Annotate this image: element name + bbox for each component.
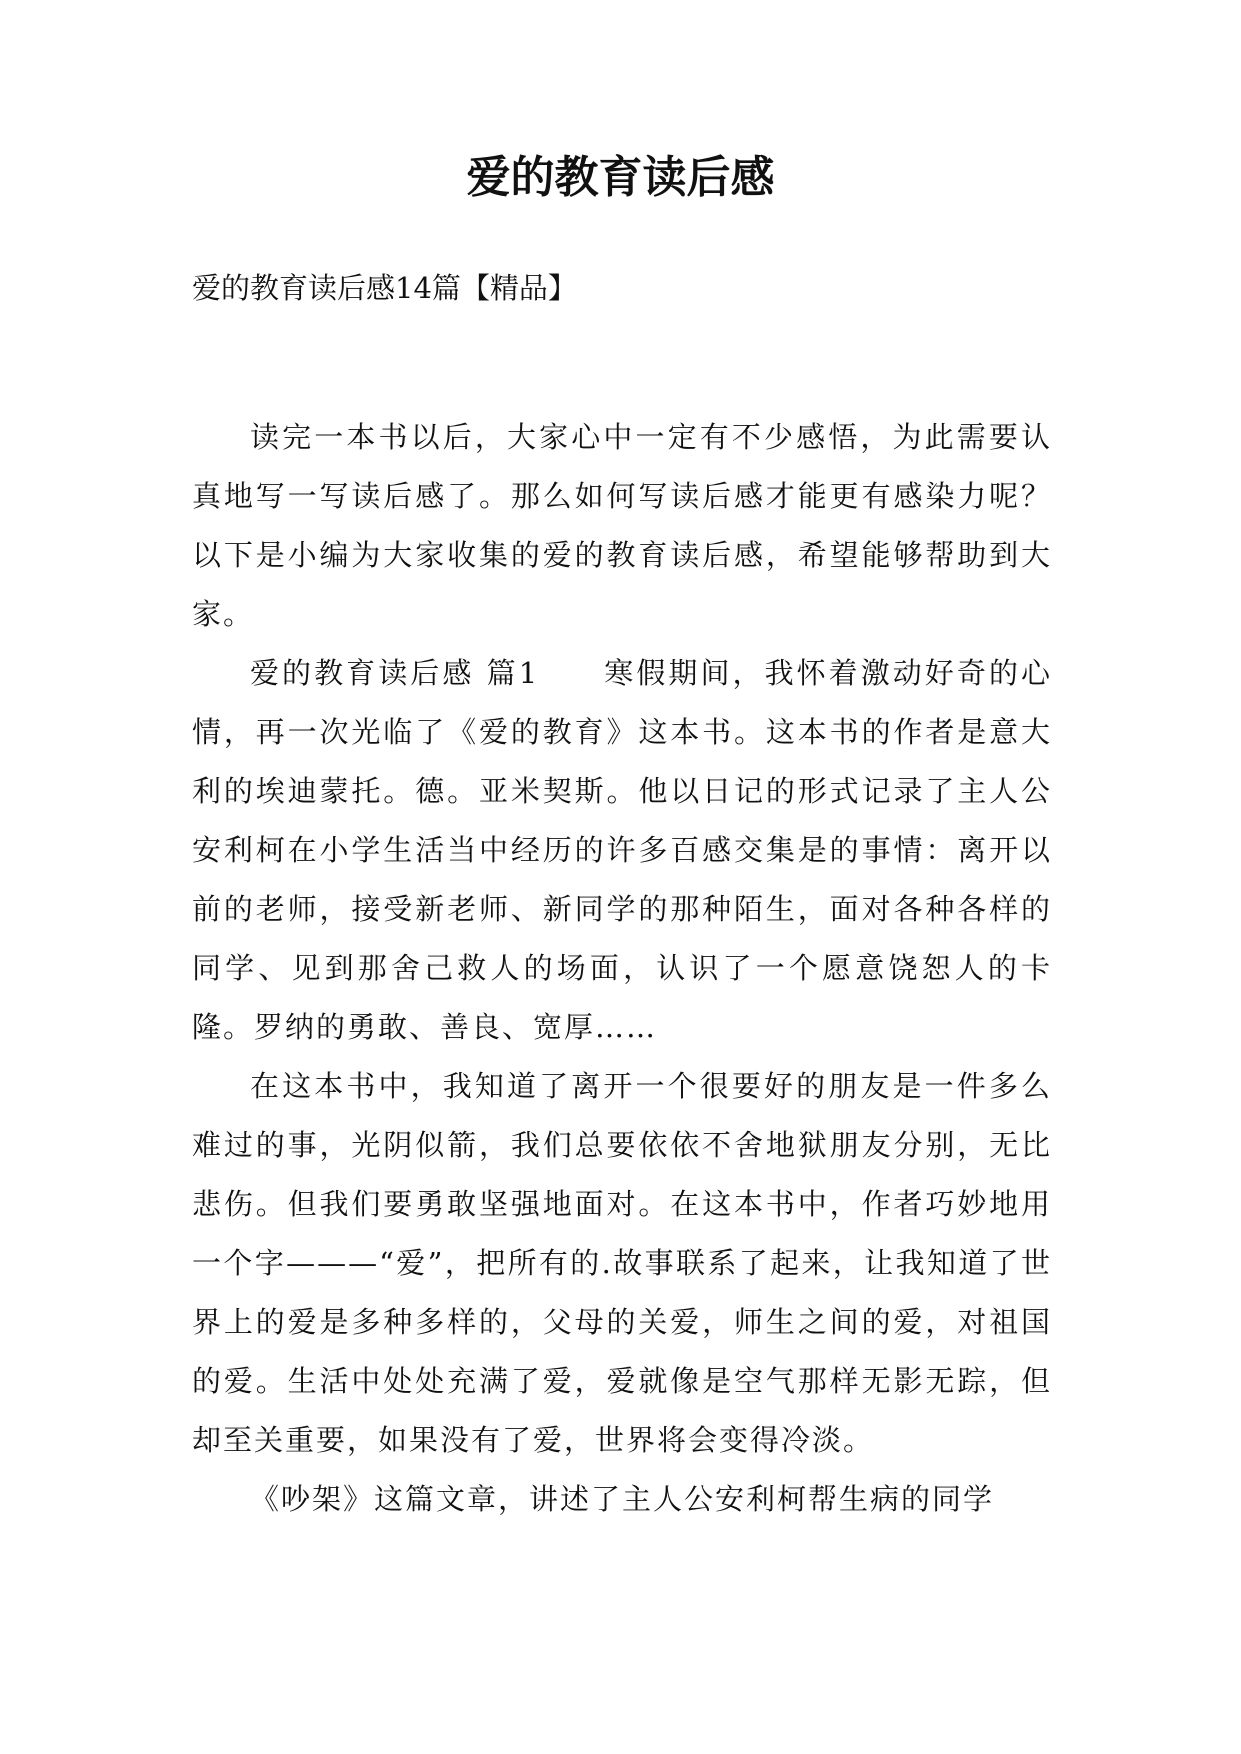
paragraph: 爱的教育读后感 篇1 寒假期间，我怀着激动好奇的心情，再一次光临了《爱的教育》这本书。这本书的作者是意大利的埃迪蒙托。德。亚米契斯。他以日记的形式记录了主人公安利柯在小学生活当中经历的许多百感交集是的事情：离开以前的老师，接受新老师、新同学的那种陌生，面对各种各样的同学、见到那舍己救人的场面，认识了一个愿意饶恕人的卡隆。罗纳的勇敢、善良、宽厚……: [192, 656, 1052, 1044]
document-subtitle: 爱的教育读后感14篇【精品】: [192, 271, 577, 305]
paragraph: 读完一本书以后，大家心中一定有不少感悟，为此需要认真地写一写读后感了。那么如何写读后感才能更有感染力呢？以下是小编为大家收集的爱的教育读后感，希望能够帮助到大家。: [192, 420, 1052, 631]
document-title: 爱的教育读后感: [466, 152, 775, 203]
document-body: [192, 408, 1052, 1529]
paragraph: 《吵架》这篇文章，讲述了主人公安利柯帮生病的同学: [250, 1482, 995, 1516]
paragraph: 在这本书中，我知道了离开一个很要好的朋友是一件多么难过的事，光阴似箭，我们总要依依不舍地狱朋友分别，无比悲伤。但我们要勇敢坚强地面对。在这本书中，作者巧妙地用一个字———“爱”，把所有的.故事联系了起来，让我知道了世界上的爱是多种多样的，父母的关爱，师生之间的爱，对祖国的爱。生活中处处充满了爱，爱就像是空气那样无影无踪，但却至关重要，如果没有了爱，世界将会变得冷淡。: [192, 1069, 1052, 1457]
